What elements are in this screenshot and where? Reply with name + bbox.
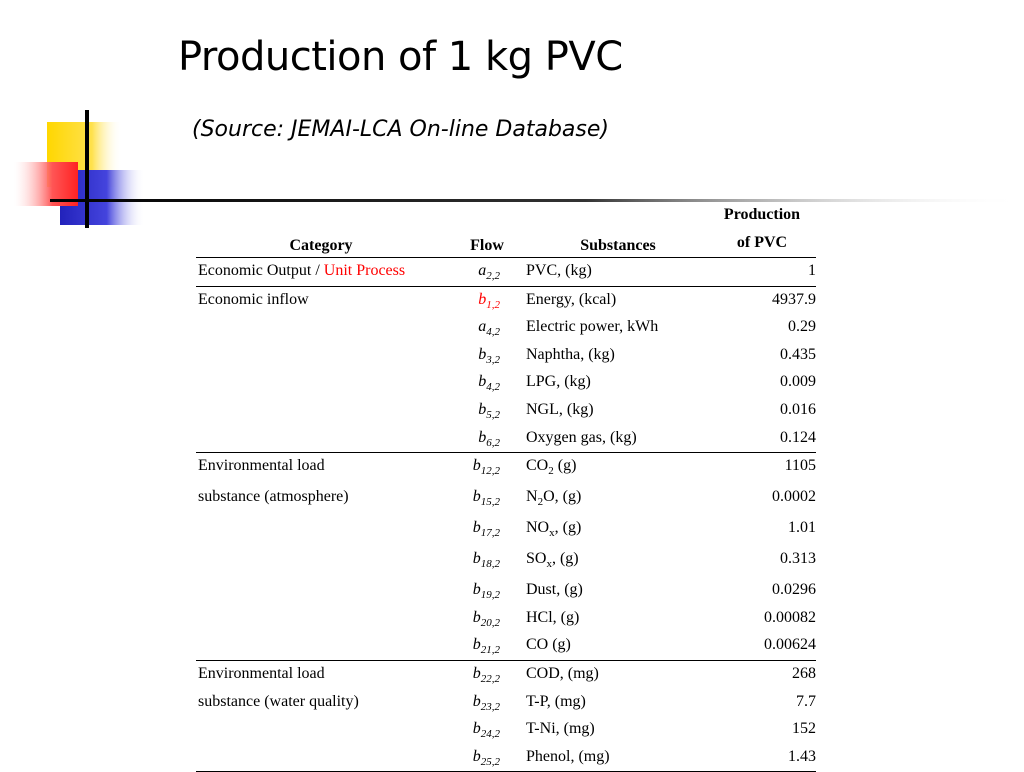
cell-value: 268 <box>792 664 816 682</box>
flow-symbol: b <box>472 519 481 537</box>
substance-subscript: x <box>546 558 552 571</box>
horizontal-rule <box>50 199 1024 202</box>
flow-index: 17,2 <box>480 527 500 540</box>
flow-index: 1,2 <box>486 298 500 311</box>
table-row <box>196 425 816 453</box>
cell-substance <box>526 665 599 683</box>
table-row <box>196 515 816 546</box>
cell-value: 0.0296 <box>772 581 816 599</box>
cell-value: 1.01 <box>788 519 816 537</box>
cell-flow <box>446 291 500 311</box>
cell-substance <box>526 519 581 539</box>
cell-substance <box>526 318 658 336</box>
header-production <box>708 201 816 257</box>
flow-index: 22,2 <box>480 673 500 686</box>
cell-substance <box>526 609 579 627</box>
substance-subscript: 2 <box>548 465 554 478</box>
substance-text: Oxygen gas, (kg) <box>526 428 637 446</box>
cell-category <box>198 291 309 309</box>
table-row <box>196 605 816 633</box>
substance-text: Dust, (g) <box>526 581 583 599</box>
cell-substance <box>526 262 592 280</box>
substance-text: Phenol, (mg) <box>526 747 610 765</box>
substance-unit: (g) <box>553 457 577 475</box>
cell-substance <box>526 581 583 599</box>
table-row <box>196 287 816 315</box>
flow-symbol: b <box>472 636 481 654</box>
table-row <box>196 744 816 772</box>
flow-symbol: a <box>478 262 487 279</box>
substance-text: COD, (mg) <box>526 664 599 682</box>
flow-symbol: b <box>478 345 487 363</box>
table-header <box>196 205 816 258</box>
substance-subscript: x <box>549 527 555 540</box>
cell-value: 1105 <box>784 457 816 475</box>
cell-substance <box>526 401 594 419</box>
substance-text: Naphtha, (kg) <box>526 345 615 363</box>
cell-value: 152 <box>792 720 816 738</box>
header-production-line1: Production <box>723 206 801 223</box>
cell-substance <box>526 636 571 654</box>
cell-value: 0.016 <box>780 400 816 418</box>
flow-index: 19,2 <box>480 589 500 602</box>
category-text: Environmental load <box>198 457 325 475</box>
cell-substance <box>526 373 591 391</box>
flow-index: 4,2 <box>486 326 500 339</box>
table-row <box>196 661 816 689</box>
flow-symbol: b <box>478 290 487 308</box>
cell-flow <box>446 429 500 449</box>
cell-flow <box>446 318 500 338</box>
category-text: substance (water quality) <box>198 692 359 710</box>
table-row <box>196 369 816 397</box>
cell-value: 1.43 <box>788 747 816 765</box>
cell-value: 0.124 <box>780 428 816 446</box>
flow-index: 5,2 <box>486 409 500 422</box>
flow-symbol: b <box>472 550 481 568</box>
cell-value: 0.00082 <box>764 608 816 626</box>
flow-index: 21,2 <box>480 644 500 657</box>
substance-text: T-P, (mg) <box>526 692 586 710</box>
flow-index: 3,2 <box>486 353 500 366</box>
header-category: Category <box>289 237 353 254</box>
header-flow: Flow <box>470 237 504 254</box>
substance-formula: SO <box>526 550 547 568</box>
data-table <box>196 205 816 772</box>
cell-substance <box>526 429 637 447</box>
cell-flow <box>446 401 500 421</box>
cell-flow <box>446 636 500 656</box>
slide-title: Production of 1 kg PVC <box>178 34 623 80</box>
cell-value: 1 <box>808 262 816 279</box>
substance-subscript: 2 <box>537 496 544 509</box>
cell-value: 0.00624 <box>764 636 816 654</box>
category-text: Environmental load <box>198 664 325 682</box>
flow-symbol: b <box>472 747 481 765</box>
cell-flow <box>446 346 500 366</box>
table-row <box>196 716 816 744</box>
category-text-highlight: Unit Process <box>323 262 406 279</box>
substance-text: CO (g) <box>526 636 571 654</box>
cell-flow <box>446 581 500 601</box>
substance-text: LPG, (kg) <box>526 373 591 391</box>
flow-index: 6,2 <box>486 436 500 449</box>
cell-value: 0.435 <box>780 345 816 363</box>
cell-category <box>198 693 359 711</box>
substance-unit: O, (g) <box>543 488 582 506</box>
cell-category <box>198 457 325 475</box>
flow-symbol: a <box>478 318 487 336</box>
cell-flow <box>446 457 500 477</box>
cell-flow <box>446 262 500 282</box>
flow-index: 24,2 <box>480 728 500 741</box>
substance-formula: N <box>526 488 538 506</box>
cell-flow <box>446 693 500 713</box>
substance-text: HCl, (g) <box>526 608 580 626</box>
cell-flow <box>446 748 500 768</box>
substance-text: T-Ni, (mg) <box>526 720 595 738</box>
vertical-bar <box>85 110 89 228</box>
table-row <box>196 314 816 342</box>
table-group <box>196 453 816 661</box>
cell-substance <box>526 550 579 570</box>
substance-unit: , (g) <box>554 519 582 537</box>
table-row <box>196 689 816 717</box>
category-text: Economic inflow <box>198 290 309 308</box>
cell-substance <box>526 457 576 477</box>
flow-symbol: b <box>472 488 481 506</box>
cell-value: 0.313 <box>780 550 816 568</box>
category-text: substance (atmosphere) <box>198 488 349 506</box>
flow-index: 18,2 <box>480 558 500 571</box>
cell-substance <box>526 488 581 508</box>
table-row <box>196 577 816 605</box>
category-text: Economic Output / <box>198 262 324 279</box>
flow-index: 23,2 <box>480 700 500 713</box>
flow-index: 25,2 <box>480 755 500 768</box>
table-row <box>196 453 816 484</box>
header-substances: Substances <box>580 237 656 254</box>
cell-substance <box>526 693 586 711</box>
flow-symbol: b <box>472 608 481 626</box>
substance-formula: NO <box>526 519 550 537</box>
substance-text: Electric power, kWh <box>526 318 659 336</box>
cell-value: 4937.9 <box>772 290 816 308</box>
substance-text: PVC, (kg) <box>526 262 592 279</box>
table-row <box>196 397 816 425</box>
table-row <box>196 546 816 577</box>
cell-substance <box>526 291 616 309</box>
cell-substance <box>526 346 615 364</box>
cell-flow <box>446 488 500 508</box>
flow-index: 4,2 <box>486 381 500 394</box>
cell-substance <box>526 748 610 766</box>
flow-index: 12,2 <box>480 465 500 478</box>
cell-flow <box>446 665 500 685</box>
flow-symbol: b <box>478 428 487 446</box>
flow-symbol: b <box>472 692 481 710</box>
cell-value: 0.0002 <box>772 488 816 506</box>
cell-value: 0.009 <box>780 373 816 391</box>
flow-index: 15,2 <box>480 496 500 509</box>
table-row <box>196 632 816 660</box>
cell-substance <box>526 720 595 738</box>
substance-text: NGL, (kg) <box>526 400 594 418</box>
cell-category <box>198 262 405 280</box>
cell-flow <box>446 550 500 570</box>
table-group <box>196 258 816 287</box>
table-row <box>196 258 816 286</box>
slide-subtitle: (Source: JEMAI-LCA On-line Database) <box>192 117 609 142</box>
flow-symbol: b <box>472 457 481 475</box>
flow-index: 2,2 <box>486 270 500 283</box>
cell-flow <box>446 609 500 629</box>
flow-index: 20,2 <box>480 616 500 629</box>
cell-category <box>198 665 325 683</box>
flow-symbol: b <box>472 581 481 599</box>
table-body <box>196 258 816 772</box>
table-group <box>196 287 816 454</box>
cell-category <box>198 488 349 506</box>
flow-symbol: b <box>478 400 487 418</box>
cell-value: 0.29 <box>788 318 816 336</box>
table-group <box>196 661 816 772</box>
substance-text: Energy, (kcal) <box>526 290 617 308</box>
substance-formula: CO <box>526 457 549 475</box>
flow-symbol: b <box>472 664 481 682</box>
cell-value: 7.7 <box>796 692 816 710</box>
table-row <box>196 342 816 370</box>
table-row <box>196 484 816 515</box>
cell-flow <box>446 373 500 393</box>
flow-symbol: b <box>472 720 481 738</box>
cell-flow <box>446 519 500 539</box>
flow-symbol: b <box>478 373 487 391</box>
header-production-line2: of PVC <box>736 234 788 251</box>
substance-unit: , (g) <box>551 550 579 568</box>
cell-flow <box>446 720 500 740</box>
